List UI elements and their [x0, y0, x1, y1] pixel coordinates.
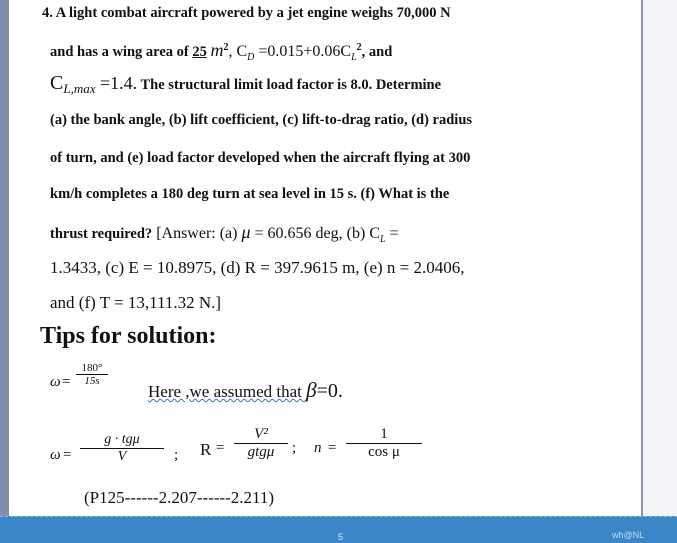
tips-title: Tips for solution:	[40, 323, 217, 349]
problem-line-9	[50, 293, 221, 313]
problem-line-5	[50, 150, 470, 167]
problem-line-3	[50, 72, 441, 97]
denominator: 15s	[84, 375, 100, 387]
text: km/h completes a 180 deg turn at sea level in 15 s. (f) What is the	[50, 186, 450, 202]
text: = 60.656 deg, (b) C	[250, 225, 380, 242]
radius-formula-fraction	[234, 426, 288, 461]
omega-fraction	[76, 362, 108, 387]
text: thrust required?	[50, 226, 153, 242]
text: (a) the bank angle, (b) lift coefficient, (c) lift-to-drag ratio, (d) radius	[50, 112, 473, 128]
numerator: g · tgμ	[80, 432, 164, 449]
text: , C	[228, 43, 248, 60]
omega-symbol: ω	[50, 374, 61, 390]
numerator: V²	[234, 426, 288, 444]
numerator: 1	[346, 426, 422, 444]
left-margin-bar	[0, 0, 9, 516]
text: Here ,we assumed that	[148, 382, 307, 401]
equals-sign: =	[328, 440, 337, 456]
denominator: cos μ	[368, 444, 400, 460]
denominator: V	[117, 449, 127, 464]
text: and (f) T = 13,111.32 N.]	[50, 293, 222, 312]
text: =	[385, 225, 399, 242]
text: , and	[361, 44, 393, 60]
text: =0.015+0.06C	[254, 43, 352, 60]
load-factor-fraction	[346, 426, 422, 461]
problem-line-2	[50, 40, 392, 63]
problem-line-8	[50, 258, 465, 278]
problem-line-4	[50, 112, 472, 129]
superscript: 2	[223, 42, 229, 54]
omega-formula-fraction	[80, 432, 164, 465]
problem-text: 4. A light combat aircraft powered by a jet engine weighs 70,000 N	[42, 5, 451, 21]
unit: m	[210, 40, 224, 60]
text: 1.3433, (c) E = 10.8975, (d) R = 397.9615 m, (e) n = 2.0406,	[50, 258, 465, 277]
text: C	[50, 72, 64, 94]
footer-logo: wh@NL	[612, 530, 645, 540]
denominator: gtgμ	[247, 444, 275, 460]
wing-area-value: 25	[192, 44, 207, 60]
load-factor-symbol: n	[314, 440, 322, 456]
subscript: L	[379, 233, 386, 245]
text: =1.4.	[95, 73, 138, 93]
omega-symbol: ω	[50, 447, 61, 463]
equals-sign: =	[62, 374, 71, 390]
subscript: D	[247, 51, 255, 63]
text: [Answer: (a)	[152, 225, 242, 242]
beta-symbol: β	[306, 378, 317, 402]
mu-symbol: μ	[241, 222, 251, 242]
problem-line-6	[50, 186, 449, 203]
assumption-text	[148, 378, 343, 403]
radius-symbol: R	[200, 440, 212, 459]
subscript: L,max	[63, 80, 96, 96]
separator: ;	[174, 447, 179, 463]
text: =0.	[316, 380, 343, 402]
numerator: 180°	[76, 362, 108, 375]
page-number: 5	[338, 532, 344, 542]
problem-line-7	[50, 222, 399, 245]
right-gutter	[643, 0, 677, 516]
text: The structural limit load factor is 8.0. Determine	[137, 77, 442, 93]
separator: ;	[292, 440, 297, 456]
page-reference: (P125------2.207------2.211)	[84, 488, 275, 507]
text: and has a wing area of	[50, 44, 193, 60]
superscript: 2	[356, 42, 362, 54]
equals-sign: =	[63, 447, 72, 463]
footer-divider	[0, 516, 677, 517]
text: of turn, and (e) load factor developed when the aircraft flying at 300	[50, 150, 471, 166]
subscript: L	[351, 51, 357, 63]
problem-line-1	[42, 5, 451, 22]
equals-sign: =	[216, 440, 225, 456]
